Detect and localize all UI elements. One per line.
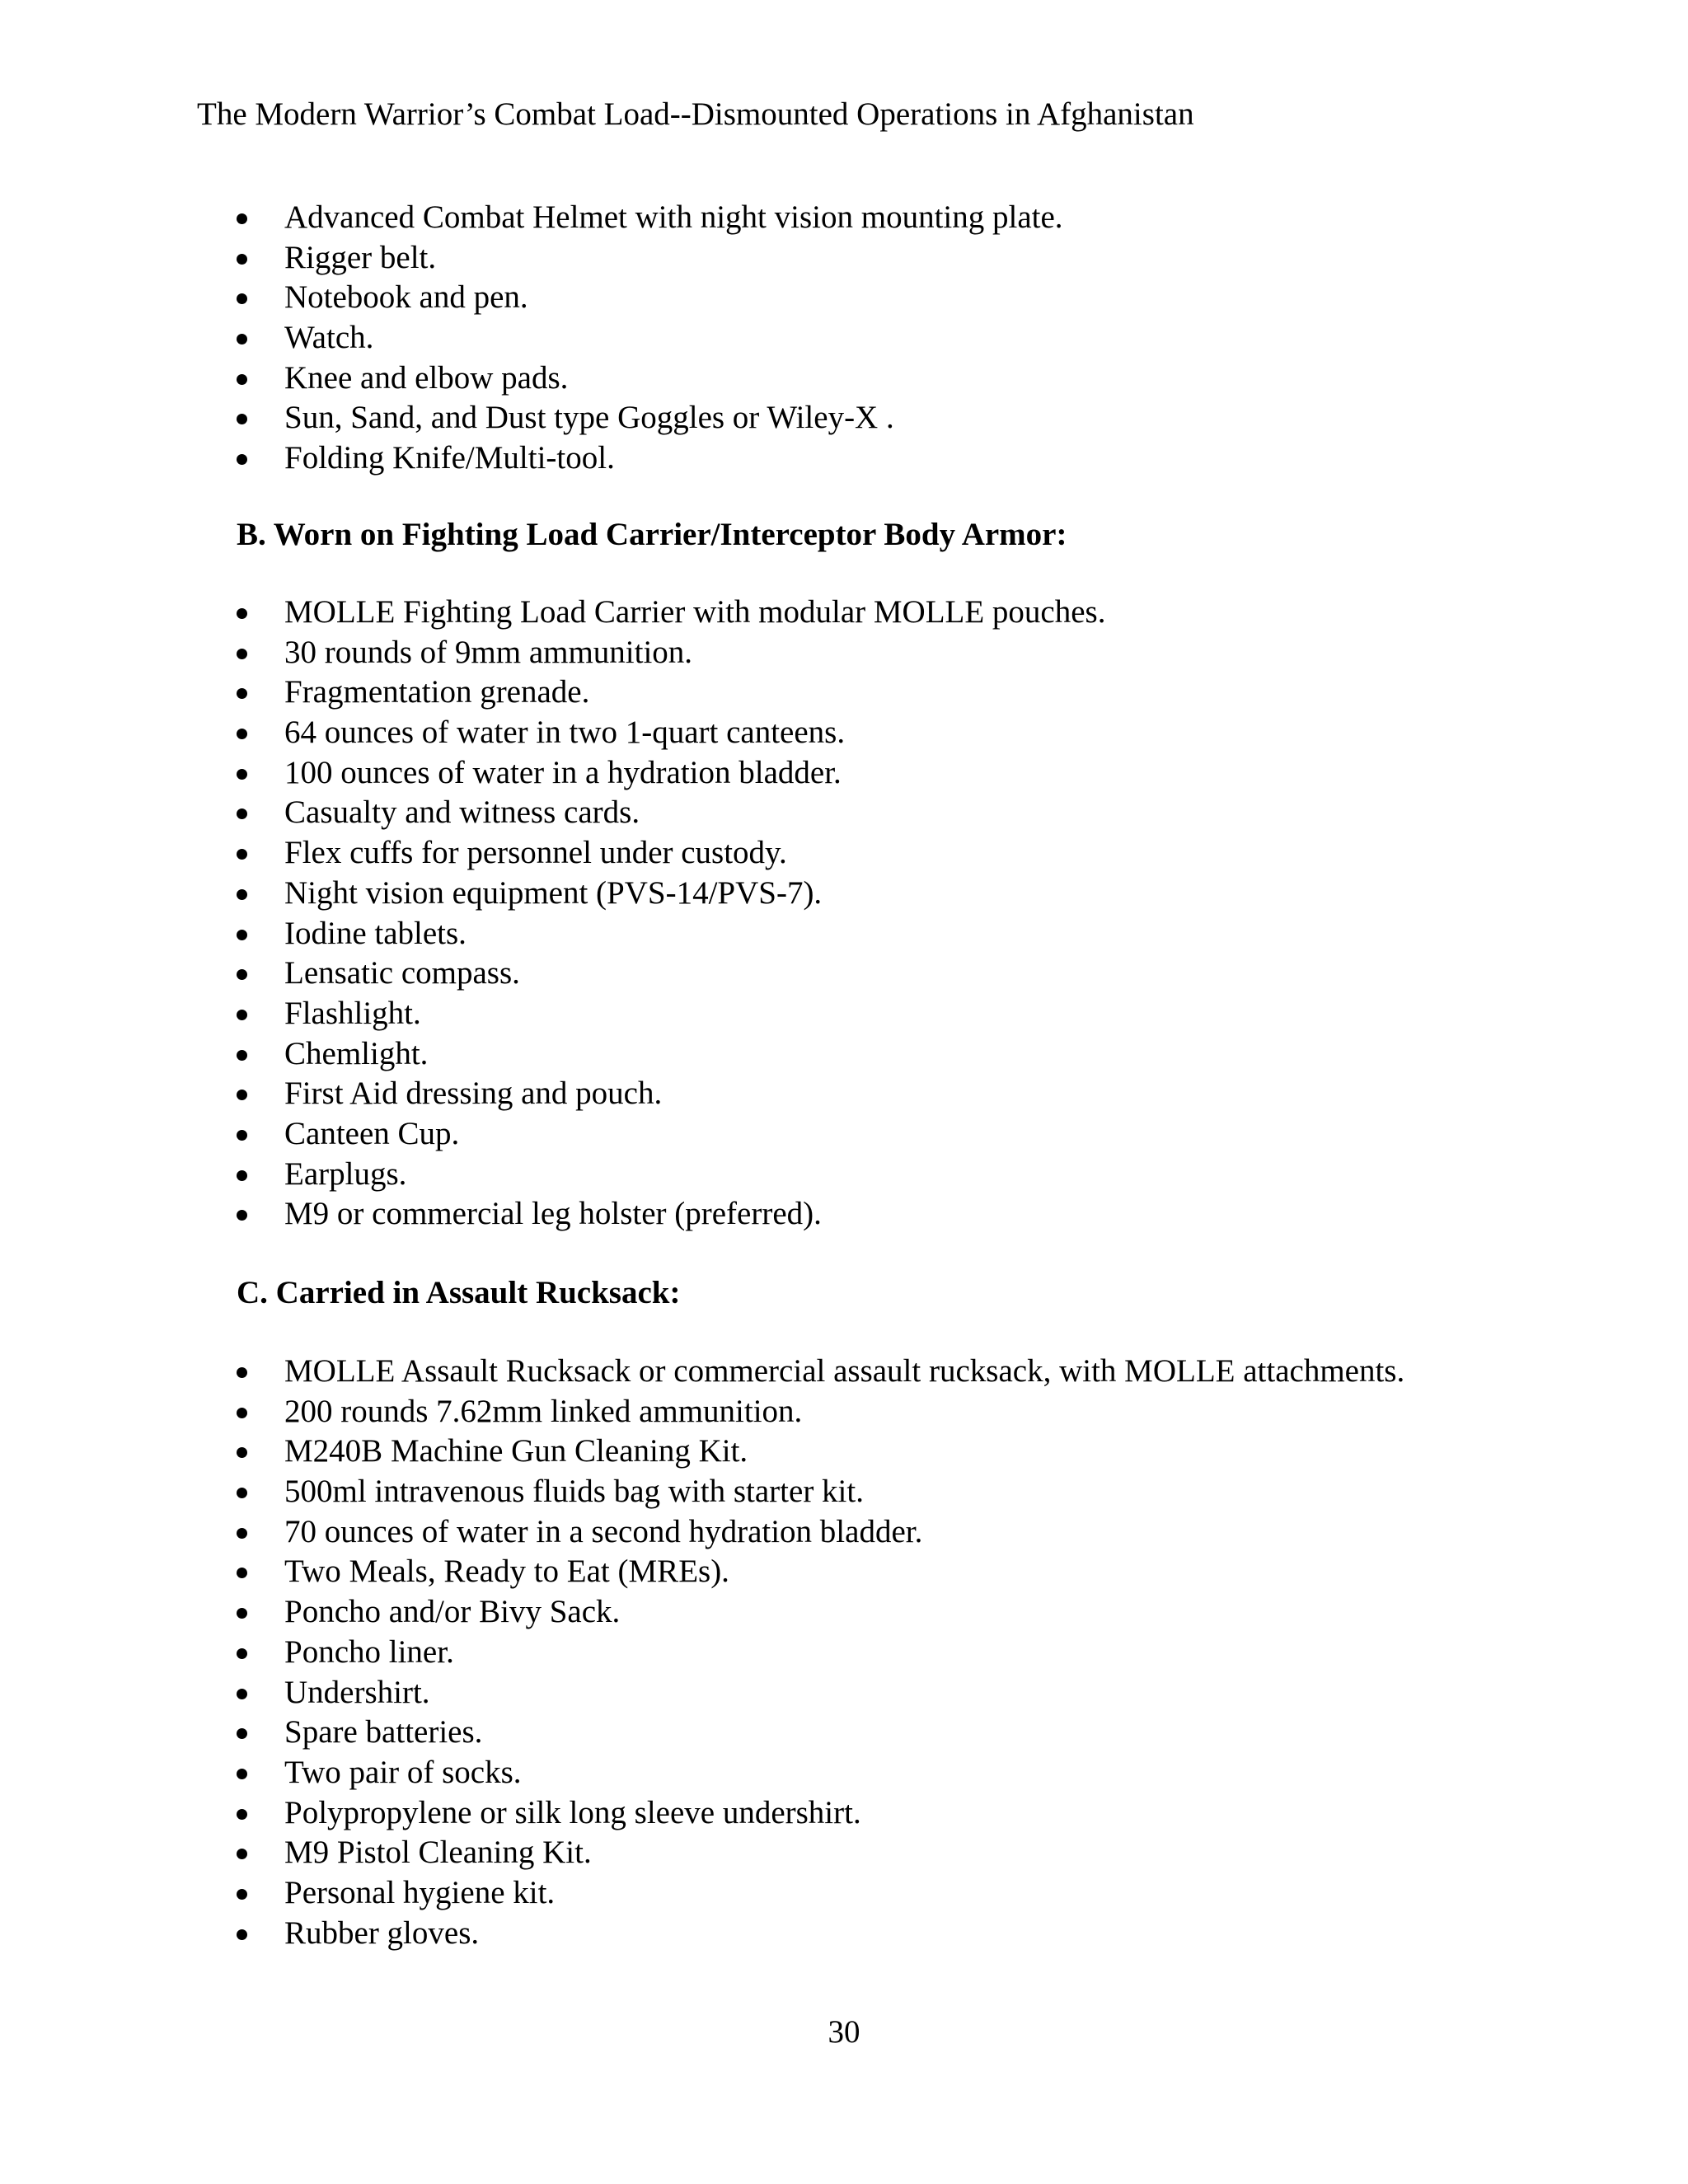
bullet-icon xyxy=(237,649,247,659)
bullet-icon xyxy=(237,454,247,465)
bullet-icon xyxy=(237,1210,247,1221)
bullet-icon xyxy=(237,1367,247,1378)
list-item-text: Sun, Sand, and Dust type Goggles or Wiley-X . xyxy=(284,400,894,436)
bullet-icon xyxy=(237,374,247,385)
bullet-icon xyxy=(237,1447,247,1458)
bullet-icon xyxy=(237,1170,247,1181)
list-item-text: Poncho liner. xyxy=(284,1633,454,1670)
bullet-icon xyxy=(237,688,247,699)
bullet-icon xyxy=(237,1769,247,1779)
list-item-text: Notebook and pen. xyxy=(284,279,528,316)
page-number: 30 xyxy=(828,2014,860,2050)
section-heading-b: B. Worn on Fighting Load Carrier/Interceptor Body Armor: xyxy=(237,517,1067,552)
list-item-text: MOLLE Fighting Load Carrier with modular MOLLE pouches. xyxy=(284,594,1106,630)
bullet-icon xyxy=(237,213,247,224)
list-item-text: Casualty and witness cards. xyxy=(284,794,640,831)
bullet-icon xyxy=(237,1010,247,1020)
list-item-text: Polypropylene or silk long sleeve undershirt. xyxy=(284,1794,861,1830)
bullet-icon xyxy=(237,930,247,940)
list-item-text: Two Meals, Ready to Eat (MREs). xyxy=(284,1554,729,1590)
bullet-icon xyxy=(237,414,247,424)
list-item-text: Poncho and/or Bivy Sack. xyxy=(284,1594,621,1630)
list-item-text: Fragmentation grenade. xyxy=(284,674,590,710)
list-item-text: M9 Pistol Cleaning Kit. xyxy=(284,1835,592,1871)
list-item-text: Advanced Combat Helmet with night vision mounting plate. xyxy=(284,199,1063,235)
bullet-icon xyxy=(237,1929,247,1940)
list-item-text: 100 ounces of water in a hydration bladder. xyxy=(284,754,842,790)
bullet-icon xyxy=(237,1689,247,1699)
bullet-icon xyxy=(237,1728,247,1739)
list-item-text: Canteen Cup. xyxy=(284,1115,460,1151)
list-item-text: 30 rounds of 9mm ammunition. xyxy=(284,634,693,670)
list-item-text: 64 ounces of water in two 1-quart canteens. xyxy=(284,715,846,751)
bullet-icon xyxy=(237,849,247,860)
bullet-icon xyxy=(237,889,247,900)
section-heading-c: C. Carried in Assault Rucksack: xyxy=(237,1275,681,1310)
bullet-icon xyxy=(237,729,247,739)
list-item-text: Iodine tablets. xyxy=(284,915,467,951)
bullet-icon xyxy=(237,334,247,344)
list-item-text: Knee and elbow pads. xyxy=(284,359,569,396)
list-item-text: Night vision equipment (PVS-14/PVS-7). xyxy=(284,874,823,911)
list-item-text: Rigger belt. xyxy=(284,239,437,275)
bullet-icon xyxy=(237,969,247,980)
bullet-icon xyxy=(237,1050,247,1061)
list-item-text: Undershirt. xyxy=(284,1674,430,1710)
bullet-icon xyxy=(237,1528,247,1539)
list-item-text: 200 rounds 7.62mm linked ammunition. xyxy=(284,1393,803,1429)
bullet-icon xyxy=(237,1568,247,1578)
bullet-icon xyxy=(237,1608,247,1619)
list-item-text: Lensatic compass. xyxy=(284,955,520,991)
list-item-text: Personal hygiene kit. xyxy=(284,1874,556,1910)
bullet-icon xyxy=(237,608,247,619)
bullet-icon xyxy=(237,1889,247,1900)
bullet-icon xyxy=(237,254,247,265)
list-item-text: Two pair of socks. xyxy=(284,1754,522,1790)
list-item-text: Rubber gloves. xyxy=(284,1915,480,1951)
list-item-text: Flex cuffs for personnel under custody. xyxy=(284,835,787,871)
bullet-icon xyxy=(237,293,247,304)
bullet-icon xyxy=(237,1648,247,1659)
bullet-icon xyxy=(237,1090,247,1100)
list-item-text: M240B Machine Gun Cleaning Kit. xyxy=(284,1433,748,1469)
bullet-icon xyxy=(237,1130,247,1141)
running-header: The Modern Warrior’s Combat Load--Dismounted Operations in Afghanistan xyxy=(197,96,1194,132)
list-item-text: Watch. xyxy=(284,320,374,356)
list-item-text: Folding Knife/Multi-tool. xyxy=(284,440,615,476)
list-item-text: 500ml intravenous fluids bag with starter kit. xyxy=(284,1474,864,1510)
bullet-icon xyxy=(237,1849,247,1859)
bullet-icon xyxy=(237,769,247,780)
bullet-icon xyxy=(237,1809,247,1820)
list-item-text: Spare batteries. xyxy=(284,1714,483,1750)
list-item-text: Chemlight. xyxy=(284,1035,429,1071)
bullet-icon xyxy=(237,1488,247,1498)
list-item-text: MOLLE Assault Rucksack or commercial assault rucksack, with MOLLE attachments. xyxy=(284,1353,1405,1389)
list-item-text: M9 or commercial leg holster (preferred). xyxy=(284,1196,822,1232)
list-item-text: 70 ounces of water in a second hydration bladder. xyxy=(284,1513,923,1549)
bullet-icon xyxy=(237,1408,247,1418)
list-item-text: First Aid dressing and pouch. xyxy=(284,1076,663,1112)
list-item-text: Earplugs. xyxy=(284,1155,407,1192)
bullet-icon xyxy=(237,808,247,819)
list-item-text: Flashlight. xyxy=(284,995,421,1031)
